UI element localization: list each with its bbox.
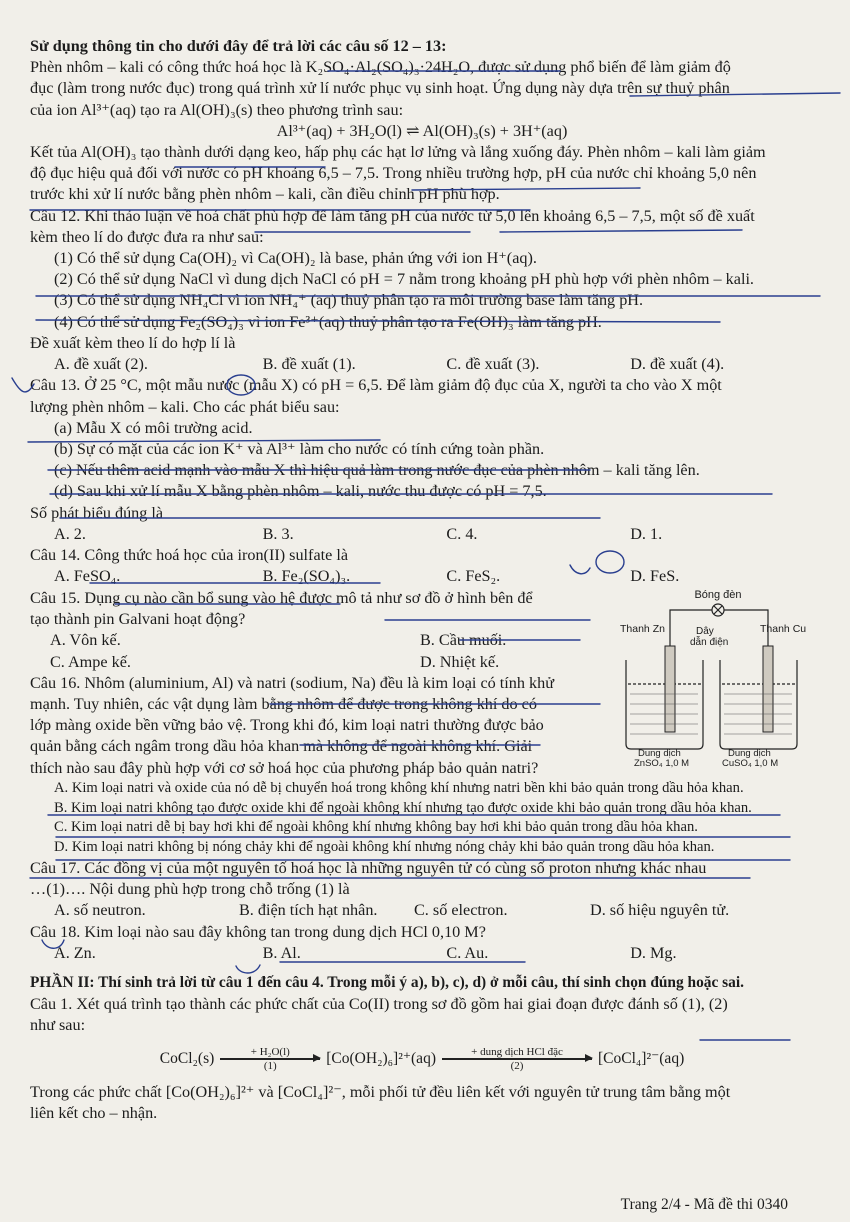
question-16-stem xyxy=(30,673,605,779)
question-stem: mạnh. Tuy nhiên, các vật dụng làm bằng nhôm để được trong không khí do có xyxy=(30,694,537,713)
question-18 xyxy=(30,922,814,965)
statement-c: (c) Nếu thêm acid mạnh vào mẫu X thì hiệu quả làm trong nước đục của phèn nhôm – kali tăng lên. xyxy=(54,461,700,480)
zn-rod xyxy=(665,646,675,732)
intro-line: của ion Al³⁺(aq) tạo ra Al(OH)₃(s) theo phương trình sau: xyxy=(30,100,404,119)
option-a[interactable]: A. Kim loại natri và oxide của nó dễ bị chuyển hoá trong không khí nhưng natri bền khi bảo quản trong dầu hỏa khan. xyxy=(54,779,744,796)
option-c[interactable]: C. đề xuất (3). xyxy=(446,355,540,374)
option-c[interactable]: C. Au. xyxy=(446,943,489,962)
question-stem: kèm theo lí do được đưa ra như sau: xyxy=(30,227,264,246)
question-stem: Trong các phức chất [Co(OH₂)₆]²⁺ và [CoCl₄]²⁻, mỗi phối tử đều liên kết với nguyên tử trung tâm bằng một xyxy=(30,1082,731,1101)
question-stem: Câu 13. Ở 25 °C, một mẫu nước (mẫu X) có pH = 6,5. Để làm giảm độ đục của X, người ta cho vào X một xyxy=(30,376,722,395)
intro-line: đục (làm trong nước đục) trong quá trình xử lí nước phục vụ sinh hoạt. Ứng dụng này dựa trên sự thuỷ phân xyxy=(30,79,730,98)
wire-label-2: dẫn điện xyxy=(690,636,729,648)
intermediate-complex: [Co(OH₂)₆]²⁺(aq) xyxy=(326,1050,436,1068)
question-stem: lớp màng oxide bền vững bảo vệ. Trong khi đó, kim loại natri thường được bảo xyxy=(30,716,544,735)
cu-rod xyxy=(763,646,773,732)
question-stem: quản bằng cách ngâm trong dầu hỏa khan mà không để ngoài không khí. Giải xyxy=(30,737,533,756)
option-b[interactable]: B. đề xuất (1). xyxy=(262,355,356,374)
question-14 xyxy=(30,545,814,588)
option-b[interactable]: B. Cầu muối. xyxy=(420,631,507,650)
question-stem: lượng phèn nhôm – kali. Cho các phát biểu sau: xyxy=(30,397,340,416)
option-a[interactable]: A. 2. xyxy=(54,524,86,543)
reactant: CoCl₂(s) xyxy=(159,1049,215,1067)
left-solution-label-1: Dung dịch xyxy=(638,747,681,759)
question-15-16 xyxy=(30,588,814,779)
option-d[interactable]: D. Nhiệt kế. xyxy=(420,652,500,671)
arrow-1-reagent: + H₂O(l) xyxy=(250,1046,290,1059)
hydrolysis-equation: Al³⁺(aq) + 3H₂O(l) ⇌ Al(OH)₃(s) + 3H⁺(aq) xyxy=(276,121,568,140)
option-d[interactable]: D. Mg. xyxy=(630,943,677,962)
options-row xyxy=(30,524,814,545)
question-stem: Câu 1. Xét quá trình tạo thành các phức chất của Co(II) trong sơ đồ gồm hai giai đoạn được đánh số (1), (2) xyxy=(30,994,728,1013)
question-stem: tạo thành pin Galvani hoạt động? xyxy=(30,610,246,629)
option-a[interactable]: A. đề xuất (2). xyxy=(54,355,148,374)
proposal-1: (1) Có thể sử dụng Ca(OH)₂ vì Ca(OH)₂ là base, phản ứng với ion H⁺(aq). xyxy=(54,249,537,268)
intro-line: trước khi xử lí nước bằng phèn nhôm – kali, cần điều chỉnh pH phù hợp. xyxy=(30,185,500,204)
option-d[interactable]: D. đề xuất (4). xyxy=(630,355,725,374)
question-stem: như sau: xyxy=(30,1015,86,1034)
option-a[interactable]: A. Vôn kế. xyxy=(50,631,121,650)
arrow-icon xyxy=(220,1058,320,1059)
option-b[interactable]: B. điện tích hạt nhân. xyxy=(239,901,378,920)
option-d[interactable]: D. Kim loại natri không bị nóng chảy khi để ngoài không khí nhưng nóng chảy khi bảo quản trong dầu hỏa khan. xyxy=(54,839,715,856)
arrow-2-step: (2) xyxy=(510,1059,524,1072)
option-b[interactable]: B. Al. xyxy=(262,943,301,962)
left-solution-label-2: ZnSO₄ 1,0 M xyxy=(634,757,690,769)
right-solution-label-1: Dung dịch xyxy=(728,747,771,759)
galvanic-cell-figure xyxy=(618,584,818,774)
options-row xyxy=(30,652,605,673)
intro-line: Phèn nhôm – kali có công thức hoá học là K₂SO₄·Al₂(SO₄)₃·24H₂O, được sử dụng phổ biến để làm giảm độ xyxy=(30,58,731,77)
question-stem: Câu 18. Kim loại nào sau đây không tan trong dung dịch HCl 0,10 M? xyxy=(30,922,486,941)
option-c[interactable]: C. số electron. xyxy=(414,901,508,920)
option-d[interactable]: D. số hiệu nguyên tử. xyxy=(590,901,730,920)
options-row xyxy=(30,630,605,651)
option-c[interactable]: C. 4. xyxy=(446,524,478,543)
option-d[interactable]: D. FeS. xyxy=(630,567,680,586)
question-stem: Câu 14. Công thức hoá học của iron(II) sulfate là xyxy=(30,546,349,565)
arrow-1-step: (1) xyxy=(263,1059,277,1072)
option-c[interactable]: C. FeS₂. xyxy=(446,567,501,586)
page-footer: Trang 2/4 - Mã đề thi 0340 xyxy=(620,1196,788,1213)
question-17 xyxy=(30,858,814,922)
question-stem: …(1)…. Nội dung phù hợp trong chỗ trống (1) là xyxy=(30,880,350,899)
options-row xyxy=(30,354,814,375)
question-13 xyxy=(30,375,814,545)
question-stem: Câu 17. Các đồng vị của một nguyên tố hoá học là những nguyên tử có cùng số proton nhưng khác nhau xyxy=(30,858,707,877)
question-15 xyxy=(30,588,605,673)
arrow-step-1 xyxy=(220,1046,320,1071)
statement-a: (a) Mẫu X có môi trường acid. xyxy=(54,418,253,437)
proposal-4: (4) Có thể sử dụng Fe₂(SO₄)₃ vì ion Fe³⁺(aq) thuỷ phân tạo ra Fe(OH)₃ làm tăng pH. xyxy=(54,312,602,331)
cu-rod-label: Thanh Cu xyxy=(760,622,807,635)
question-stem: thích nào sau đây phù hợp với cơ sở hoá học của phương pháp bảo quản natri? xyxy=(30,758,539,777)
option-a[interactable]: A. Zn. xyxy=(54,943,96,962)
part-2 xyxy=(30,972,814,1124)
question-12 xyxy=(30,206,814,376)
arrow-step-2 xyxy=(442,1046,592,1071)
option-d[interactable]: D. 1. xyxy=(630,524,663,543)
option-a[interactable]: A. số neutron. xyxy=(54,901,146,920)
options-row xyxy=(30,943,814,964)
intro-heading: Sử dụng thông tin cho dưới đây để trả lời các câu số 12 – 13: xyxy=(30,37,447,55)
question-stem: liên kết cho – nhận. xyxy=(30,1104,158,1123)
statement-b: (b) Sự có mặt của các ion K⁺ và Al³⁺ làm cho nước có tính cứng toàn phần. xyxy=(54,440,545,459)
question-stem: Câu 12. Khi thảo luận về hoá chất phù hợp để làm tăng pH của nước từ 5,0 lên khoảng 6,5 – 7,5, một số đề xuất xyxy=(30,206,755,225)
zn-rod-label: Thanh Zn xyxy=(620,622,665,635)
option-a[interactable]: A. FeSO₄. xyxy=(54,567,121,586)
cobalt-reaction-scheme xyxy=(30,1036,814,1082)
product-complex: [CoCl₄]²⁻(aq) xyxy=(597,1050,685,1068)
intro-line: Kết tủa Al(OH)₃ tạo thành dưới dạng keo, hấp phụ các hạt lơ lửng và lắng xuống đáy. Phèn nhôm – kali làm giảm xyxy=(30,143,766,162)
arrow-2-reagent: + dung dịch HCl đặc xyxy=(471,1046,563,1059)
proposal-3: (3) Có thể sử dụng NH₄Cl vì ion NH₄⁺ (aq) thuỷ phân tạo ra môi trường base làm tăng pH. xyxy=(54,291,644,310)
statement-d: (d) Sau khi xử lí mẫu X bằng phèn nhôm – kali, nước thu được có pH = 7,5. xyxy=(54,482,547,501)
part-2-heading: PHẦN II: Thí sinh trả lời từ câu 1 đến câu 4. Trong mỗi ý a), b), c), d) ở mỗi câu, thí sinh chọn đúng hoặc sai. xyxy=(30,974,744,992)
question-16-options xyxy=(30,779,814,858)
question-ask: Số phát biểu đúng là xyxy=(30,503,164,522)
right-solution-label-2: CuSO₄ 1,0 M xyxy=(722,757,779,769)
option-c[interactable]: C. Ampe kế. xyxy=(50,652,131,671)
option-b[interactable]: B. Fe₂(SO₄)₃. xyxy=(262,567,351,586)
bulb-label: Bóng đèn xyxy=(694,588,742,601)
intro-block xyxy=(30,36,814,206)
arrow-icon xyxy=(442,1058,592,1059)
wire-label-1: Dây xyxy=(696,625,714,637)
question-ask: Đề xuất kèm theo lí do hợp lí là xyxy=(30,333,236,352)
option-c[interactable]: C. Kim loại natri dễ bị bay hơi khi để ngoài không khí nhưng không bay hơi khi bảo quản trong dầu hỏa khan. xyxy=(54,819,698,836)
options-row xyxy=(30,900,814,921)
option-b[interactable]: B. Kim loại natri không tạo được oxide khi để ngoài không khí nhưng tạo được oxide khi bảo quản trong dầu hỏa khan. xyxy=(54,799,752,816)
question-stem: Câu 16. Nhôm (aluminium, Al) và natri (sodium, Na) đều là kim loại có tính khử xyxy=(30,673,554,692)
proposal-2: (2) Có thể sử dụng NaCl vì dung dịch NaCl có pH = 7 nằm trong khoảng pH phù hợp với phèn nhôm – kali. xyxy=(54,270,754,289)
beaker-right xyxy=(720,660,797,749)
intro-line: độ đục hiệu quả đối với nước có pH khoảng 6,5 – 7,5. Trong nhiều trường hợp, pH của nước chỉ khoảng 5,0 nên xyxy=(30,164,757,183)
question-stem: Câu 15. Dụng cụ nào cần bổ sung vào hệ được mô tả như sơ đồ ở hình bên để xyxy=(30,588,533,607)
option-b[interactable]: B. 3. xyxy=(262,524,294,543)
